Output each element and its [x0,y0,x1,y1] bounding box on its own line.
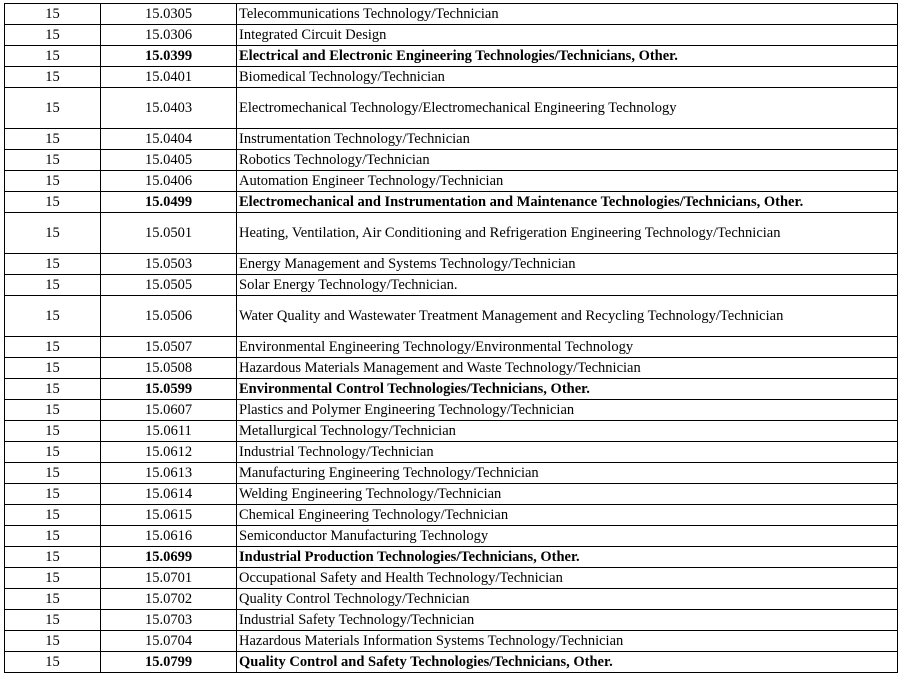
program-title-cell: Semiconductor Manufacturing Technology [237,526,898,547]
family-cell: 15 [5,358,101,379]
table-row [5,171,898,192]
program-title-cell: Industrial Technology/Technician [237,442,898,463]
cip-code-cell: 15.0699 [101,547,237,568]
table-row [5,192,898,213]
program-title-cell: Electromechanical and Instrumentation and Maintenance Technologies/Technicians, Other. [237,192,898,213]
family-cell: 15 [5,505,101,526]
family-cell: 15 [5,526,101,547]
program-title-cell: Metallurgical Technology/Technician [237,421,898,442]
cip-code-cell: 15.0399 [101,46,237,67]
family-cell: 15 [5,589,101,610]
program-title-cell: Quality Control Technology/Technician [237,589,898,610]
program-title-cell: Electromechanical Technology/Electromechanical Engineering Technology [237,88,898,129]
cip-code-cell: 15.0507 [101,337,237,358]
cip-code-cell: 15.0405 [101,150,237,171]
cip-code-cell: 15.0613 [101,463,237,484]
table-row [5,484,898,505]
table-row [5,505,898,526]
cip-code-cell: 15.0614 [101,484,237,505]
family-cell: 15 [5,337,101,358]
table-row [5,88,898,129]
program-title-cell: Solar Energy Technology/Technician. [237,275,898,296]
cip-code-cell: 15.0306 [101,25,237,46]
table-row [5,379,898,400]
program-title-cell: Water Quality and Wastewater Treatment Management and Recycling Technology/Technician [237,296,898,337]
cip-code-cell: 15.0508 [101,358,237,379]
table-row [5,526,898,547]
family-cell: 15 [5,25,101,46]
cip-code-cell: 15.0404 [101,129,237,150]
family-cell: 15 [5,46,101,67]
cip-code-cell: 15.0703 [101,610,237,631]
family-cell: 15 [5,129,101,150]
table-row [5,463,898,484]
program-title-cell: Electrical and Electronic Engineering Technologies/Technicians, Other. [237,46,898,67]
program-title-cell: Environmental Engineering Technology/Environmental Technology [237,337,898,358]
family-cell: 15 [5,463,101,484]
table-row [5,421,898,442]
family-cell: 15 [5,400,101,421]
family-cell: 15 [5,275,101,296]
cip-code-cell: 15.0615 [101,505,237,526]
table-row [5,254,898,275]
program-title-cell: Welding Engineering Technology/Technician [237,484,898,505]
cip-code-cell: 15.0499 [101,192,237,213]
program-title-cell: Robotics Technology/Technician [237,150,898,171]
cip-code-cell: 15.0599 [101,379,237,400]
cip-code-cell: 15.0401 [101,67,237,88]
program-title-cell: Plastics and Polymer Engineering Technology/Technician [237,400,898,421]
table-row [5,337,898,358]
program-title-cell: Heating, Ventilation, Air Conditioning and Refrigeration Engineering Technology/Technician [237,213,898,254]
cip-codes-table [4,3,898,673]
table-row [5,631,898,652]
table-row [5,275,898,296]
table-row [5,46,898,67]
family-cell: 15 [5,171,101,192]
program-title-cell: Quality Control and Safety Technologies/Technicians, Other. [237,652,898,673]
family-cell: 15 [5,213,101,254]
cip-code-cell: 15.0403 [101,88,237,129]
cip-code-cell: 15.0616 [101,526,237,547]
table-row [5,213,898,254]
family-cell: 15 [5,192,101,213]
program-title-cell: Environmental Control Technologies/Technicians, Other. [237,379,898,400]
program-title-cell: Manufacturing Engineering Technology/Technician [237,463,898,484]
table-row [5,568,898,589]
table-row [5,442,898,463]
table-body [5,4,898,673]
family-cell: 15 [5,442,101,463]
table-row [5,610,898,631]
cip-code-cell: 15.0704 [101,631,237,652]
program-title-cell: Automation Engineer Technology/Technician [237,171,898,192]
cip-code-cell: 15.0503 [101,254,237,275]
table-row [5,67,898,88]
table-row [5,547,898,568]
family-cell: 15 [5,254,101,275]
cip-code-cell: 15.0305 [101,4,237,25]
family-cell: 15 [5,67,101,88]
cip-code-cell: 15.0799 [101,652,237,673]
program-title-cell: Chemical Engineering Technology/Technician [237,505,898,526]
program-title-cell: Hazardous Materials Management and Waste Technology/Technician [237,358,898,379]
program-title-cell: Integrated Circuit Design [237,25,898,46]
table-row [5,652,898,673]
family-cell: 15 [5,379,101,400]
family-cell: 15 [5,568,101,589]
table-row [5,129,898,150]
program-title-cell: Industrial Production Technologies/Technicians, Other. [237,547,898,568]
program-title-cell: Instrumentation Technology/Technician [237,129,898,150]
family-cell: 15 [5,4,101,25]
cip-code-cell: 15.0702 [101,589,237,610]
family-cell: 15 [5,631,101,652]
table-row [5,400,898,421]
table-row [5,358,898,379]
program-title-cell: Industrial Safety Technology/Technician [237,610,898,631]
family-cell: 15 [5,547,101,568]
cip-code-cell: 15.0506 [101,296,237,337]
cip-code-cell: 15.0406 [101,171,237,192]
table-row [5,589,898,610]
program-title-cell: Energy Management and Systems Technology/Technician [237,254,898,275]
family-cell: 15 [5,652,101,673]
cip-code-cell: 15.0701 [101,568,237,589]
program-title-cell: Occupational Safety and Health Technology/Technician [237,568,898,589]
cip-code-cell: 15.0501 [101,213,237,254]
family-cell: 15 [5,150,101,171]
family-cell: 15 [5,484,101,505]
program-title-cell: Telecommunications Technology/Technician [237,4,898,25]
cip-code-cell: 15.0607 [101,400,237,421]
family-cell: 15 [5,296,101,337]
table-row [5,296,898,337]
table-row [5,4,898,25]
table-row [5,25,898,46]
cip-code-cell: 15.0612 [101,442,237,463]
table-row [5,150,898,171]
family-cell: 15 [5,610,101,631]
program-title-cell: Hazardous Materials Information Systems Technology/Technician [237,631,898,652]
family-cell: 15 [5,88,101,129]
family-cell: 15 [5,421,101,442]
cip-code-cell: 15.0611 [101,421,237,442]
cip-code-cell: 15.0505 [101,275,237,296]
document-page [4,3,898,673]
program-title-cell: Biomedical Technology/Technician [237,67,898,88]
